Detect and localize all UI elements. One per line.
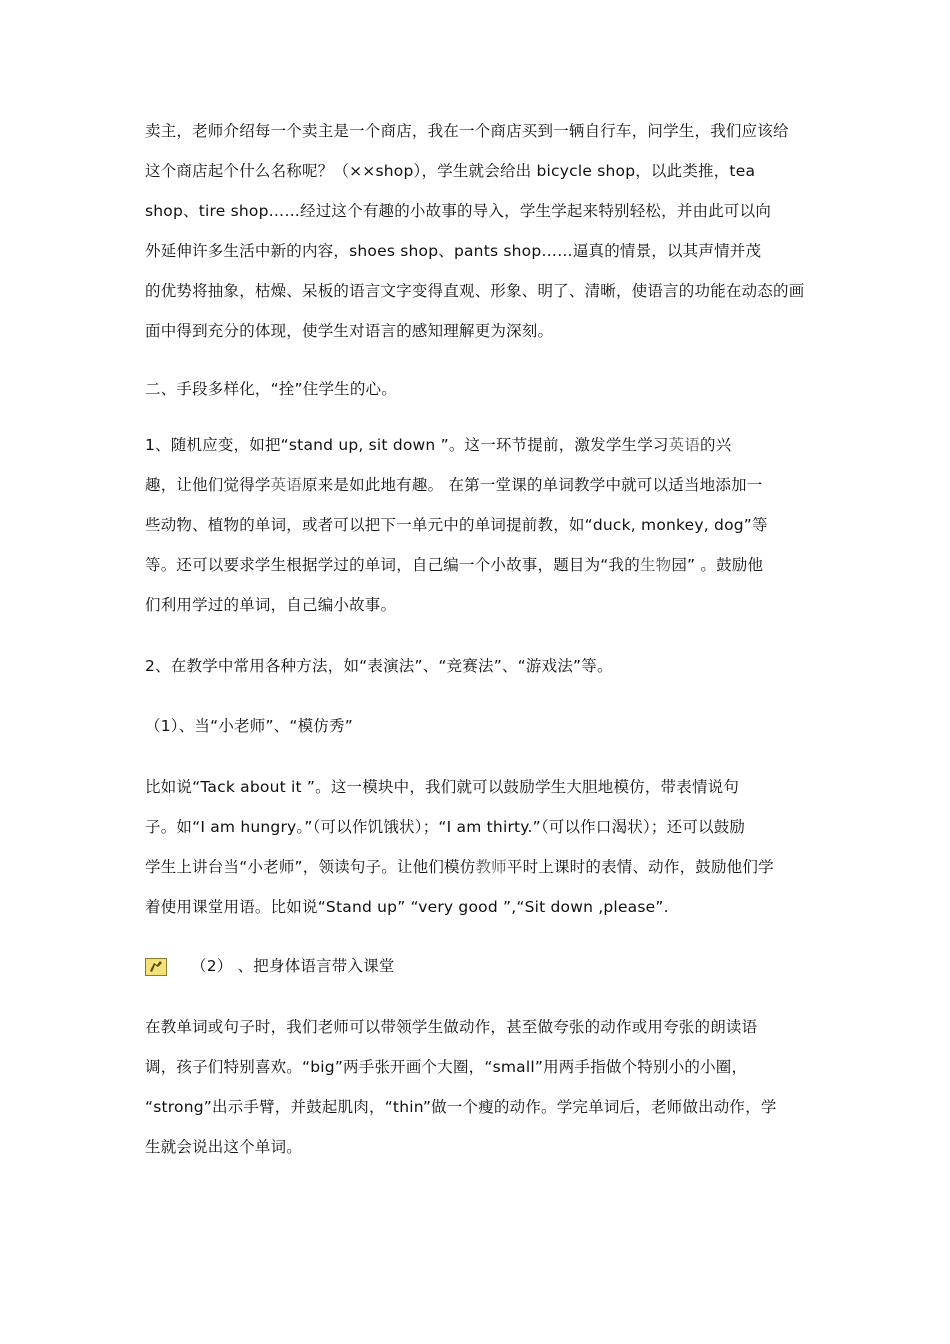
text-line: 子。如“I am hungry。”（可以作饥饿状）；“I am thirty.”（可以作口渴状）；还可以鼓励 (145, 818, 746, 836)
text-segment: 等。还可以要求学生根据学过的单词，自己编一个小故事，题目为“我的 (145, 556, 640, 574)
text-line: 卖主，老师介绍每一个卖主是一个商店，我在一个商店买到一辆自行车，问学生，我们应该给 (145, 122, 789, 140)
text-line: 2、在教学中常用各种方法，如“表演法”、“竞赛法”、“游戏法”等。 (145, 657, 613, 675)
text-segment: 的兴 (700, 436, 732, 454)
keyword-link[interactable]: 教师 (475, 858, 507, 876)
text-segment: 学生上讲台当“小老师”，领读句子。让他们模仿 (145, 858, 476, 876)
subheading-1 (145, 706, 810, 746)
keyword-link[interactable]: 生物 (639, 556, 672, 574)
paragraph-item-1 (145, 425, 810, 625)
text-segment: 原来是如此地有趣。 在第一堂课的单词教学中就可以适当地添加一 (302, 476, 763, 494)
text-line: 们利用学过的单词，自己编小故事。 (145, 596, 397, 614)
text-line: 的优势将抽象，枯燥、呆板的语言文字变得直观、形象、明了、清晰，使语言的功能在动态的画 (145, 282, 805, 300)
text-segment: 平时上课时的表情、动作，鼓励他们学 (506, 858, 774, 876)
text-line: 面中得到充分的体现，使学生对语言的感知理解更为深刻。 (145, 322, 554, 340)
text-line (145, 465, 810, 505)
keyword-link[interactable]: 英语 (270, 476, 303, 494)
section-heading (145, 369, 810, 409)
text-segment: 园” 。鼓励他 (671, 556, 764, 574)
text-line: “strong”出示手臂，并鼓起肌肉，“thin”做一个瘦的动作。学完单词后，老师做出动作，学 (145, 1098, 777, 1116)
text-line (145, 425, 810, 465)
text-line: shop、tire shop……经过这个有趣的小故事的导入，学生学起来特别轻松，并由此可以向 (145, 202, 772, 220)
text-line: （1）、当“小老师”、“模仿秀” (145, 717, 353, 735)
paragraph-intro (145, 111, 810, 351)
paragraph-example (145, 767, 810, 927)
paragraph-body-language (145, 1007, 810, 1167)
comment-note-icon[interactable] (145, 958, 167, 976)
text-line: 外延伸许多生活中新的内容，shoes shop、pants shop……逼真的情景，以其声情并茂 (145, 242, 762, 260)
text-segment: 趣，让他们觉得学 (145, 476, 271, 494)
text-line: 比如说“Tack about it ”。这一模块中，我们就可以鼓励学生大胆地模仿，带表情说句 (145, 778, 740, 796)
text-line: 着使用课堂用语。比如说“Stand up” “very good ”,“Sit down ,please”. (145, 898, 669, 916)
text-line (145, 847, 810, 887)
text-segment: 1、随机应变，如把“stand up, sit down ”。这一环节提前，激发学生学习 (145, 436, 669, 454)
text-line: 些动物、植物的单词，或者可以把下一单元中的单词提前教，如“duck, monkey, dog”等 (145, 516, 768, 534)
paragraph-item-2 (145, 646, 810, 686)
subheading-2 (145, 946, 810, 986)
keyword-link[interactable]: 英语 (668, 436, 701, 454)
text-line: 在教单词或句子时，我们老师可以带领学生做动作，甚至做夸张的动作或用夸张的朗读语 (145, 1018, 758, 1036)
text-line: 这个商店起个什么名称呢？（××shop），学生就会给出 bicycle shop，以此类推，tea (145, 162, 756, 180)
text-line (145, 545, 810, 585)
heading-text: 二、手段多样化，“拴”住学生的心。 (145, 380, 397, 398)
text-line: 调，孩子们特别喜欢。“big”两手张开画个大圈，“small”用两手指做个特别小的小圈， (145, 1058, 748, 1076)
text-line: 生就会说出这个单词。 (145, 1138, 303, 1156)
text-segment: （2） 、把身体语言带入课堂 (191, 957, 395, 975)
text-line (145, 946, 810, 986)
